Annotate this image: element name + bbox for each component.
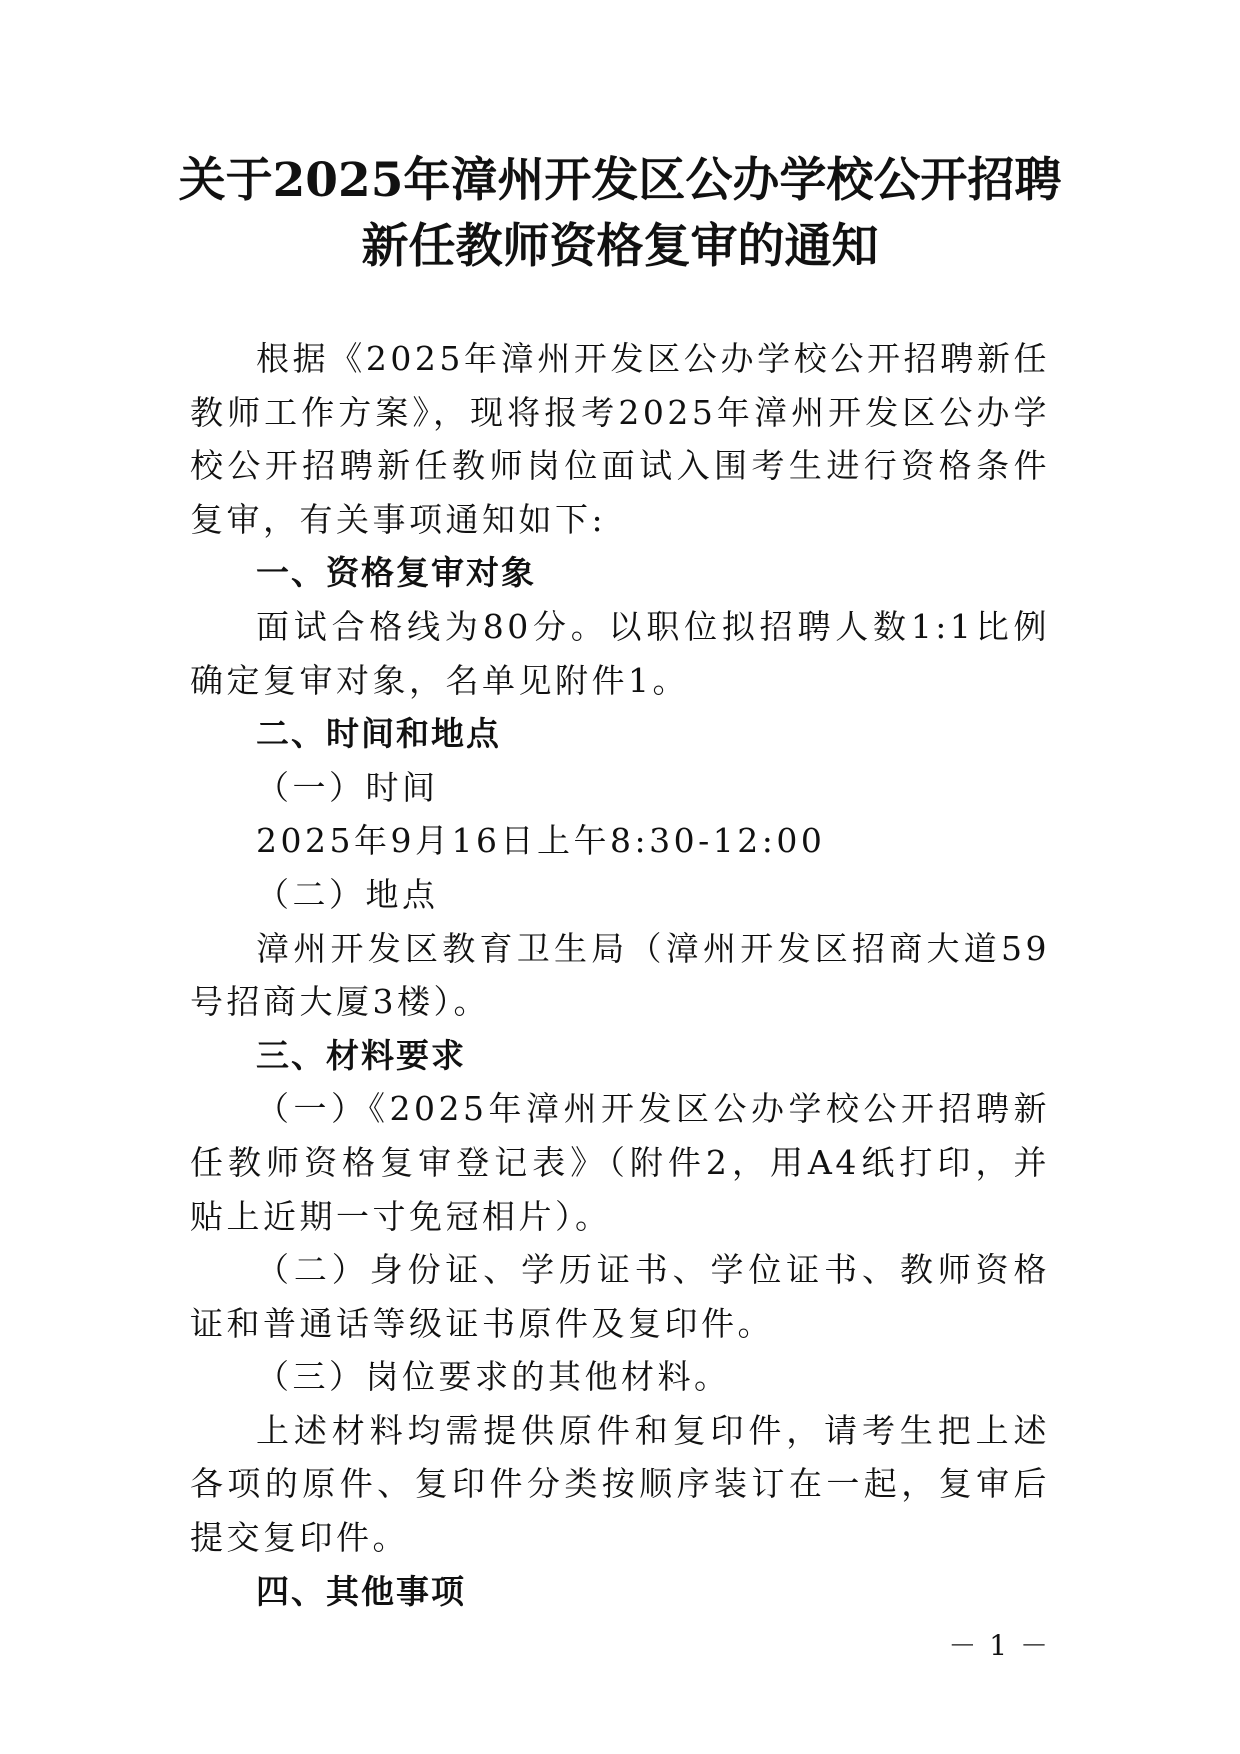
materials-note: 上述材料均需提供原件和复印件，请考生把上述各项的原件、复印件分类按顺序装订在一起，复审后提交复印件。 [190,1410,1050,1558]
time-label: （一）时间 [256,767,439,807]
section-2-heading: 二、时间和地点 [256,714,501,754]
title-line-2: 新任教师资格复审的通知 [361,219,879,274]
materials-item-1: （一）《2025年漳州开发区公办学校公开招聘新任教师资格复审登记表》（附件2，用A4纸打印，并贴上近期一寸免冠相片）。 [190,1089,1050,1236]
page-number: － 1 － [948,1629,1050,1662]
document-title [150,148,1090,280]
section-1-heading: 一、资格复审对象 [256,553,536,593]
time-value: 2025年9月16日上午8:30-12:00 [256,821,826,861]
section-4-heading: 四、其他事项 [256,1571,466,1611]
materials-item-3: （三）岗位要求的其他材料。 [256,1357,731,1397]
document-body [190,332,1050,1618]
section-1-text: 面试合格线为80分。以职位拟招聘人数1:1比例确定复审对象，名单见附件1。 [190,606,1050,700]
materials-item-2: （二）身份证、学历证书、学位证书、教师资格证和普通话等级证书原件及复印件。 [190,1250,1050,1343]
section-3-heading: 三、材料要求 [256,1035,466,1075]
place-label: （二）地点 [256,874,439,914]
intro-paragraph: 根据《2025年漳州开发区公办学校公开招聘新任教师工作方案》，现将报考2025年漳州开发区公办学校公开招聘新任教师岗位面试入围考生进行资格条件复审，有关事项通知如下: [190,339,1050,539]
title-line-1: 关于2025年漳州开发区公办学校公开招聘 [178,153,1062,208]
place-value: 漳州开发区教育卫生局（漳州开发区招商大道59号招商大厦3楼）。 [190,928,1050,1022]
